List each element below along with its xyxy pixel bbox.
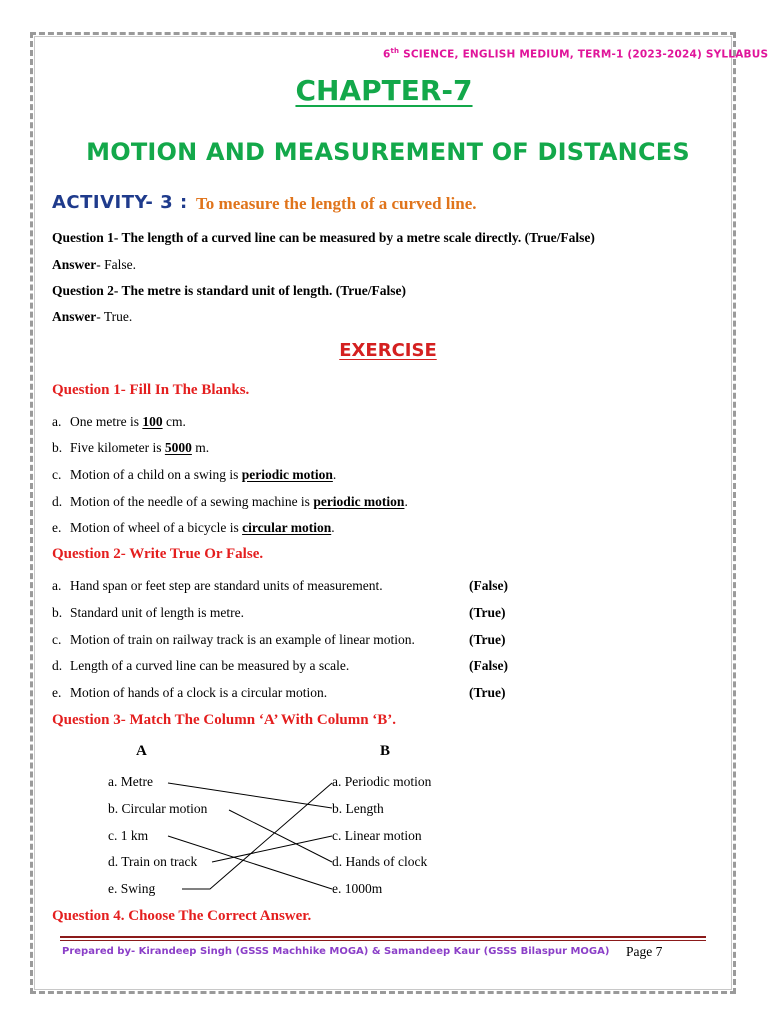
activity-question-2: Question 2- The metre is standard unit of length. (True/False) — [52, 283, 406, 298]
column-a-heading: A — [136, 743, 147, 759]
exercise-title: EXERCISE — [339, 340, 437, 361]
q1-item: d. Motion of the needle of a sewing machine is periodic motion. — [52, 494, 408, 509]
q4-title: Question 4. Choose The Correct Answer. — [52, 908, 312, 924]
column-b-item: a. Periodic motion — [332, 774, 432, 789]
q2-answer: (False) — [469, 658, 508, 673]
q1-item: e. Motion of wheel of a bicycle is circular motion. — [52, 520, 335, 535]
column-a-item: c. 1 km — [108, 828, 149, 843]
q2-item: c. Motion of train on railway track is an example of linear motion. — [52, 632, 415, 647]
footer-rule — [60, 936, 706, 938]
column-b-item: c. Linear motion — [332, 828, 422, 843]
page-inner-border — [34, 36, 732, 990]
column-a-item: e. Swing — [108, 881, 156, 896]
column-b-item: d. Hands of clock — [332, 854, 428, 869]
q2-answer: (True) — [469, 685, 506, 700]
q2-answer: (False) — [469, 578, 508, 593]
page-number: Page 7 — [626, 944, 663, 959]
column-a-item: d. Train on track — [108, 854, 198, 869]
activity-question-1: Question 1- The length of a curved line can be measured by a metre scale directly. (True/False) — [52, 230, 595, 245]
q1-title: Question 1- Fill In The Blanks. — [52, 382, 250, 398]
q2-answer: (True) — [469, 605, 506, 620]
activity-text: To measure the length of a curved line. — [196, 194, 477, 213]
q2-item: e. Motion of hands of a clock is a circular motion. — [52, 685, 328, 700]
column-a-item: a. Metre — [108, 774, 153, 789]
q2-item: a. Hand span or feet step are standard units of measurement. — [52, 578, 383, 593]
activity-label: ACTIVITY- 3 : — [52, 192, 188, 213]
q2-answer: (True) — [469, 632, 506, 647]
q2-item: b. Standard unit of length is metre. — [52, 605, 244, 620]
q3-title: Question 3- Match The Column ‘A’ With Column ‘B’. — [52, 712, 397, 728]
column-b-item: e. 1000m — [332, 881, 383, 896]
q2-title: Question 2- Write True Or False. — [52, 546, 264, 562]
column-a-item: b. Circular motion — [108, 801, 208, 816]
activity-answer-2: Answer- True. — [52, 309, 133, 324]
chapter-title: CHAPTER-7 — [295, 74, 473, 107]
q2-item: d. Length of a curved line can be measured by a scale. — [52, 658, 350, 673]
topic-title: MOTION AND MEASUREMENT OF DISTANCES — [86, 138, 690, 166]
column-b-heading: B — [380, 743, 391, 759]
column-b-item: b. Length — [332, 801, 384, 816]
activity-answer-1: Answer- False. — [52, 257, 136, 272]
q1-item: c. Motion of a child on a swing is periodic motion. — [52, 467, 337, 482]
page-header: 6th SCIENCE, ENGLISH MEDIUM, TERM-1 (2023-2024) SYLLABUS — [383, 47, 768, 61]
footer-credits: Prepared by- Kirandeep Singh (GSSS Machhike MOGA) & Samandeep Kaur (GSSS Bilaspur MOGA) — [62, 946, 610, 957]
q1-item: b. Five kilometer is 5000 m. — [52, 440, 210, 455]
footer-rule-thin — [60, 940, 706, 941]
q1-item: a. One metre is 100 cm. — [52, 414, 186, 429]
